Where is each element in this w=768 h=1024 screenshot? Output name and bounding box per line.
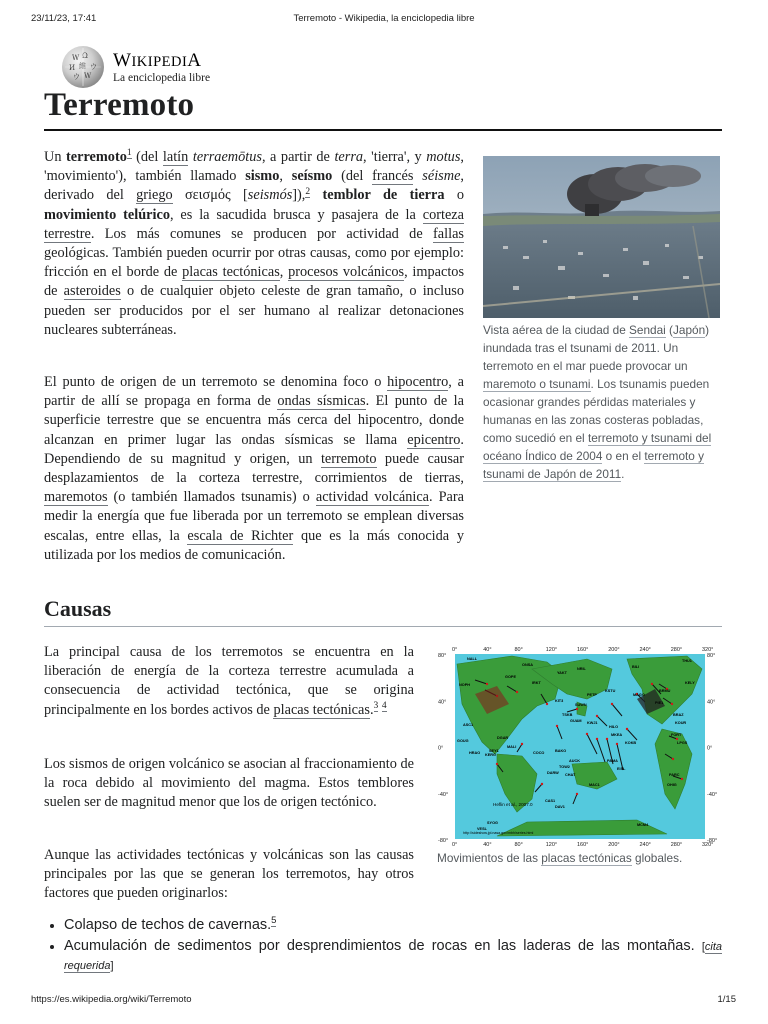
- station-label: SYOG: [487, 821, 498, 825]
- svg-text:W: W: [84, 72, 92, 80]
- station-label: SUWN: [575, 703, 587, 707]
- reference-link[interactable]: 3: [373, 700, 379, 711]
- map-credit: Heflin et al., 2007.0: [493, 802, 533, 807]
- print-doc-title: Terremoto - Wikipedia, la enciclopedia libre: [293, 13, 475, 24]
- station-marker: [616, 743, 618, 745]
- intro-paragraph-1: Un terremoto$^1$ (del latín terraemōtus, a partir de terra, 'tierra', y motus, 'movimiento'), también llamado sismo, seísmo (del francés séisme, derivado del griego σεισμός [seismós]),$^2$ temblor de tierra o movimiento telúrico, es la sacudida brusca y pasajera de la corteza terrestre. Los más comunes se producen por actividad de fallas geológicas. También pueden ocurrir por otras causas, como por ejemplo: fricción en el borde de placas tectónicas, procesos volcánicos, impactos de asteroides o de cualquier objeto celeste de gran tamaño, o incluso pueden ser producidos por el ser humano al realizar detonaciones nucleares subterráneas.: [44, 148, 465, 338]
- station-label: KOKB: [625, 741, 637, 745]
- station-marker: [576, 793, 578, 795]
- longitude-label: 200°: [608, 647, 620, 653]
- article-link[interactable]: francés: [372, 168, 414, 185]
- station-label: MAGO: [633, 693, 645, 697]
- station-label: CAS1: [545, 799, 556, 803]
- list-item: Colapso de techos de cavernas.$^5$: [44, 916, 722, 934]
- article-link[interactable]: griego: [136, 187, 173, 204]
- page-title: Terremoto: [44, 87, 195, 123]
- intro-paragraph-2: El punto de origen de un terremoto se denomina foco o hipocentro, a partir de allí se propaga en forma de ondas sísmicas. El punto de la superficie terrestre que se encuentra más cerca del hipocentro, donde alcanzan en primer lugar las ondas sísmicas se llama epicentro. Dependiendo de su magnitud y origen, un terremoto puede causar desplazamientos de la corteza terrestre, corrimientos de tierras, maremotos (o también llamados tsunamis) o actividad volcánica. Para medir la energía que fue liberada por un terremoto se emplean diversas escalas, entre ellas, la escala de Richter que es la más conocida y utilizada por los medios de comunicación.: [44, 374, 465, 563]
- station-marker: [586, 733, 588, 735]
- station-marker: [672, 758, 674, 760]
- station-label: LPGS: [677, 741, 688, 745]
- causas-paragraph-1: La principal causa de los terremotos se encuentra en la liberación de energía de la corteza terrestre acumulada a consecuencia de actividad tectónica, que se origina principalmente en los bordes activos de placas tectónicas.$^3$ $^4$: [44, 644, 414, 718]
- latitude-label: 40°: [438, 699, 447, 706]
- station-label: PIE1: [655, 701, 664, 705]
- latitude-label: -40°: [707, 791, 718, 798]
- article-link[interactable]: terremoto y tsunami de Japón de 2011: [483, 449, 705, 481]
- station-label: KELY: [685, 681, 695, 685]
- latitude-label: -80°: [438, 838, 449, 844]
- station-marker: [486, 683, 488, 685]
- station-label: KERG: [485, 753, 496, 757]
- figure-sendai: [483, 156, 720, 483]
- svg-text:И: И: [69, 64, 76, 72]
- station-marker: [606, 738, 608, 740]
- print-header: [0, 13, 768, 27]
- longitude-label: 40°: [483, 842, 492, 847]
- station-marker: [516, 691, 518, 693]
- station-label: ASC1: [463, 723, 474, 727]
- article-link[interactable]: epicentro: [407, 431, 461, 448]
- article-link[interactable]: terremoto y tsunami del océano Índico de 2004: [483, 431, 712, 463]
- longitude-label: 120°: [545, 842, 558, 847]
- longitude-label: 80°: [514, 647, 523, 653]
- station-label: BRAZ: [673, 713, 684, 717]
- wikipedia-wordmark: WIKIPEDIA: [113, 50, 202, 71]
- article-link[interactable]: placas tectónicas: [182, 264, 280, 281]
- article-link[interactable]: placas tectónicas: [541, 851, 632, 865]
- causas-paragraph-2: Los sismos de origen volcánico se asocian al fraccionamiento de la roca debido al movimiento del magma. Estos temblores suelen ser de magnitud menor que los de origen tectónico.: [44, 756, 414, 811]
- station-label: THU1: [682, 659, 692, 663]
- longitude-label: 40°: [483, 647, 492, 653]
- station-marker: [546, 703, 548, 705]
- station-label: SEY1: [489, 749, 499, 753]
- station-label: DAV1: [555, 805, 565, 809]
- latitude-label: 0°: [707, 745, 713, 752]
- figure-plates-map: [437, 644, 722, 867]
- station-label: PAMA: [607, 759, 618, 763]
- station-label: IRKT: [532, 681, 541, 685]
- print-url: https://es.wikipedia.org/wiki/Terremoto: [31, 994, 192, 1005]
- station-marker: [556, 725, 558, 727]
- station-label: EISL: [617, 767, 626, 771]
- station-label: MAC1: [589, 783, 600, 787]
- latitude-label: -80°: [707, 838, 718, 844]
- station-label: HRAO: [469, 751, 481, 755]
- svg-text:ウ: ウ: [73, 73, 80, 81]
- svg-text:ウ: ウ: [90, 63, 97, 71]
- longitude-label: 160°: [577, 647, 589, 653]
- reference-link[interactable]: 5: [271, 915, 277, 927]
- station-marker: [541, 783, 543, 785]
- longitude-label: 0°: [452, 647, 458, 653]
- station-label: BILI: [632, 665, 640, 669]
- station-label: PETP: [587, 693, 597, 697]
- station-marker: [521, 743, 523, 745]
- article-link[interactable]: ondas sísmicas: [277, 393, 366, 410]
- station-label: KSTU: [605, 689, 616, 693]
- latitude-label: 80°: [438, 653, 447, 659]
- station-label: KIT3: [555, 699, 564, 703]
- station-label: HILO: [609, 725, 619, 729]
- svg-text:Ω: Ω: [82, 52, 88, 60]
- print-datetime: 23/11/23, 17:41: [31, 13, 97, 24]
- article-link[interactable]: escala de Richter: [187, 527, 294, 544]
- station-marker: [681, 778, 683, 780]
- station-label: NOPH: [459, 683, 470, 687]
- latitude-label: 40°: [707, 699, 716, 706]
- station-marker: [596, 738, 598, 740]
- station-label: KOUR: [675, 721, 687, 725]
- station-label: GUAM: [570, 719, 582, 723]
- figure-sendai-caption: Vista aérea de la ciudad de Sendai (Japón) inundada tras el tsunami de 2011. Un terremoto en el mar puede provocar un maremoto o tsunami. Los tsunamis pueden ocasionar grandes pérdidas materiales y humanas en las zonas costeras pobladas, como sucedió en el terremoto y tsunami del océano Índico de 2004 o en el terremoto y tsunami de Japón de 2011.: [483, 323, 712, 481]
- station-marker: [626, 728, 628, 730]
- latitude-label: 0°: [438, 745, 444, 752]
- station-label: NALL: [467, 657, 478, 661]
- section-divider: [44, 626, 722, 627]
- station-label: OHIG: [667, 783, 677, 787]
- title-divider: [44, 129, 722, 131]
- article-link[interactable]: placas tectónicas: [273, 701, 370, 718]
- station-label: BAKO: [555, 749, 567, 753]
- station-marker: [611, 703, 613, 705]
- article-link[interactable]: actividad volcánica: [315, 489, 430, 506]
- article-link[interactable]: Sendai: [629, 323, 666, 337]
- list-item: Acumulación de sedimentos por desprendimientos de rocas en las laderas de las montañas. [cita requerida]: [44, 937, 722, 975]
- station-marker: [671, 703, 673, 705]
- plate-motion-map[interactable]: [437, 644, 722, 847]
- reference-link[interactable]: 2: [305, 186, 311, 197]
- section-heading-causas: Causas: [44, 596, 112, 621]
- longitude-label: 320°: [702, 842, 714, 847]
- print-page-count: 1/15: [717, 994, 736, 1005]
- station-label: DARW: [547, 771, 559, 775]
- station-label: KWJ1: [587, 721, 598, 725]
- station-marker: [596, 715, 598, 717]
- article-link[interactable]: corteza terrestre: [44, 206, 464, 242]
- figure-plates-caption: Movimientos de las placas tectónicas globales.: [437, 851, 683, 865]
- station-marker: [496, 763, 498, 765]
- station-label: TSKB: [562, 713, 573, 717]
- station-label: MKEA: [611, 733, 623, 737]
- station-label: MALI: [507, 745, 517, 749]
- longitude-label: 0°: [452, 842, 458, 847]
- article-link[interactable]: maremoto o tsunami: [483, 377, 591, 391]
- article-link[interactable]: fallas: [433, 225, 464, 242]
- station-label: COCO: [533, 751, 545, 755]
- latitude-label: 80°: [707, 653, 716, 659]
- article-link[interactable]: hipocentro: [387, 374, 449, 390]
- station-label: CHAT: [565, 773, 576, 777]
- station-marker: [651, 683, 653, 685]
- svg-text:W: W: [72, 54, 80, 62]
- longitude-label: 280°: [670, 647, 683, 653]
- station-label: BRMU: [659, 689, 671, 693]
- longitude-label: 160°: [577, 842, 589, 847]
- station-label: AUCK: [569, 759, 580, 763]
- sendai-flood-photo[interactable]: [483, 156, 720, 318]
- article-link[interactable]: procesos volcánicos: [288, 264, 405, 281]
- station-label: GOPE: [505, 675, 516, 679]
- reference-link[interactable]: 4: [381, 700, 387, 711]
- station-label: ONSA: [522, 663, 533, 667]
- map-source-url: http://sideshow.jpl.nasa.gov/mbh/series.html: [463, 831, 534, 835]
- article-link[interactable]: latín: [162, 149, 189, 165]
- svg-text:維: 維: [79, 62, 86, 70]
- longitude-label: 320°: [702, 647, 714, 653]
- wikipedia-tagline: La enciclopedia libre: [113, 72, 211, 84]
- station-label: GOUG: [457, 739, 469, 743]
- wikipedia-logo[interactable]: [62, 46, 282, 88]
- causes-list: [44, 916, 722, 978]
- station-label: PARC: [669, 773, 680, 777]
- longitude-label: 240°: [639, 842, 651, 847]
- article-link[interactable]: Japón: [673, 323, 706, 337]
- station-label: MCM4: [637, 823, 649, 827]
- article-link[interactable]: maremotos: [44, 489, 108, 506]
- station-label: YAKT: [557, 671, 567, 675]
- station-label: TOW2: [559, 765, 570, 769]
- station-label: NRIL: [577, 667, 586, 671]
- station-marker: [576, 708, 578, 710]
- longitude-label: 280°: [670, 842, 683, 847]
- station-marker: [676, 738, 678, 740]
- longitude-label: 80°: [514, 842, 523, 847]
- wikipedia-globe-icon: [62, 46, 104, 88]
- reference-link[interactable]: 1: [126, 148, 132, 159]
- longitude-label: 120°: [545, 647, 558, 653]
- station-label: VESL: [477, 827, 487, 831]
- causas-paragraph-3: Aunque las actividades tectónicas y volcánicas son las causas principales por las que se generan los terremotos, hay otros factores que pueden originarlos:: [44, 847, 414, 902]
- station-label: FORT: [671, 733, 682, 737]
- longitude-label: 200°: [608, 842, 620, 847]
- article-link[interactable]: terremoto: [320, 450, 377, 467]
- latitude-label: -40°: [438, 791, 449, 798]
- station-label: DGAR: [497, 736, 509, 740]
- citation-needed: [cita requerida]: [64, 941, 722, 972]
- article-link[interactable]: asteroides: [63, 283, 121, 300]
- longitude-label: 240°: [639, 647, 651, 653]
